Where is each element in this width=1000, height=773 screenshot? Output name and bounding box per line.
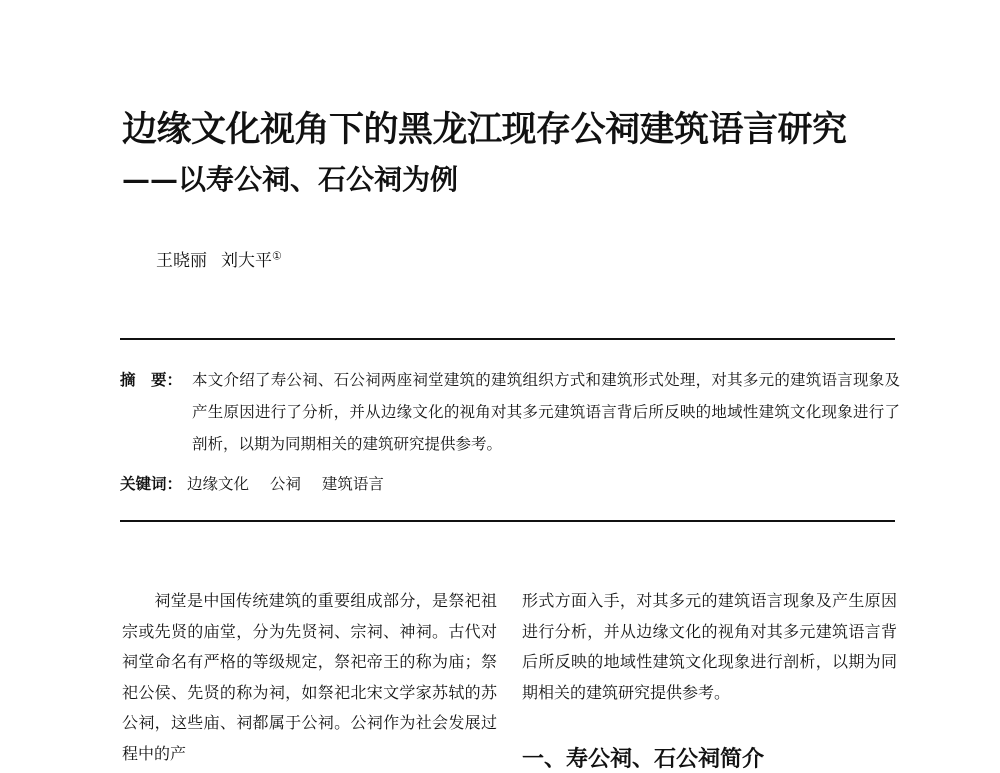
bottom-divider (120, 520, 895, 522)
keyword: 公祠 (269, 475, 301, 493)
author-name: 刘大平 (221, 251, 272, 271)
paper-title: 边缘文化视角下的黑龙江现存公祠建筑语言研究 (122, 109, 847, 150)
body-paragraph: 祠堂是中国传统建筑的重要组成部分，是祭祀祖宗或先贤的庙堂，分为先贤祠、宗祠、神祠。古代对祠堂命名有严格的等级规定，祭祀帝王的称为庙；祭祀公侯、先贤的称为祠，如祭祀北宋文学家苏轼的苏公祠，这些庙、祠都属于公祠。公祠作为社会发展过程中的产 (122, 591, 497, 763)
body-column-right (522, 586, 897, 708)
top-divider (120, 338, 895, 340)
footnote-mark: ① (272, 249, 282, 263)
keywords-label: 关键词： (120, 475, 183, 493)
section-heading: 一、寿公祠、石公祠简介 (522, 746, 765, 772)
abstract-label: 摘 要： (120, 371, 183, 389)
keyword: 建筑语言 (321, 475, 384, 493)
author-name: 王晓丽 (156, 251, 207, 271)
abstract-block (120, 364, 900, 460)
abstract-text: 本文介绍了寿公祠、石公祠两座祠堂建筑的建筑组织方式和建筑形式处理，对其多元的建筑语言现象及产生原因进行了分析，并从边缘文化的视角对其多元建筑语言背后所反映的地域性建筑文化现象进行了剖析，以期为同期相关的建筑研究提供参考。 (192, 371, 900, 453)
keywords-block (120, 472, 400, 494)
body-column-left (122, 586, 497, 769)
body-paragraph: 形式方面入手，对其多元的建筑语言现象及产生原因进行分析，并从边缘文化的视角对其多元建筑语言背后所反映的地域性建筑文化现象进行剖析，以期为同期相关的建筑研究提供参考。 (522, 591, 897, 702)
paper-subtitle: ——以寿公祠、石公祠为例 (122, 163, 459, 196)
keyword: 边缘文化 (186, 475, 249, 493)
author-line (156, 246, 282, 271)
